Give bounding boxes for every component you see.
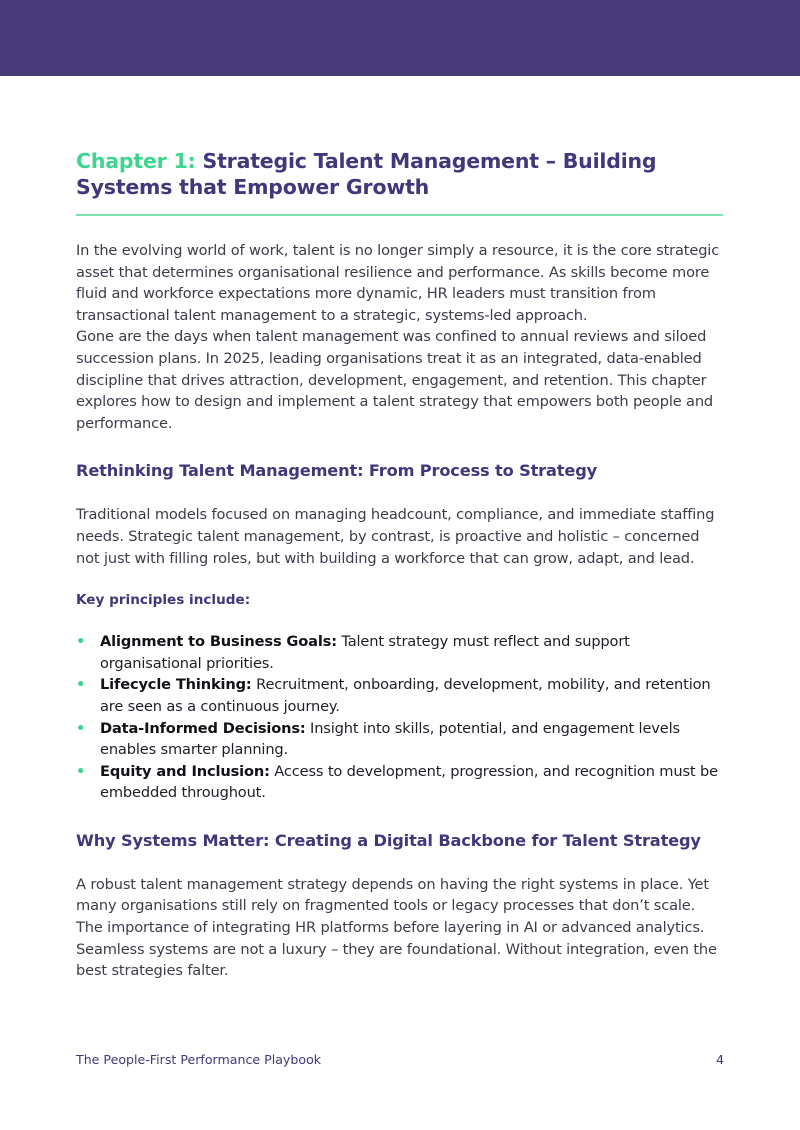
chapter-title-text: Strategic Talent Management – Building Systems that Empower Growth [76,149,657,199]
principle-text: Talent strategy must reflect and support organisational priorities. [100,633,630,672]
key-principles-label: Key principles include: [76,592,251,609]
bullet-icon: • [76,633,86,651]
principle-title: Lifecycle Thinking: [100,676,252,694]
rethinking-paragraph: Traditional models focused on managing headcount, compliance, and immediate staffing needs. Strategic talent management, by contrast, is proactive and holistic – concerned not just with filling roles, but with building a workforce that can grow, adapt, and lead. [76,506,715,567]
systems-paragraph: A robust talent management strategy depends on having the right systems in place. Yet many organisations still rely on fragmented tools or legacy processes that don’t scale. The importance of integrating HR platforms before layering in AI or advanced analytics. Seamless systems are not a luxury – they are foundational. Without integration, even the best strategies falter. [76,875,717,980]
section-heading-systems: Why Systems Matter: Creating a Digital Backbone for Talent Strategy [76,830,701,850]
bullet-icon: • [76,719,86,737]
intro-paragraph-2: Gone are the days when talent management was confined to annual reviews and siloed succession plans. In 2025, leading organisations treat it as an integrated, data-enabled discipline that drives attraction, development, engagement, and retention. This chapter explores how to design and implement a talent strategy that empowers both people and performance. [76,328,714,432]
header-band [0,0,800,76]
principle-text: Access to development, progression, and recognition must be embedded throughout. [100,762,718,802]
principle-title: Alignment to Business Goals: [100,633,337,651]
principle-title: Data-Informed Decisions: [100,719,306,737]
list-item [76,718,724,761]
section-heading-rethinking: Rethinking Talent Management: From Process to Strategy [76,461,598,481]
chapter-prefix: Chapter 1: [76,149,196,173]
chapter-title [76,148,724,200]
title-divider [76,214,723,216]
bullet-icon: • [76,676,86,694]
list-item [76,631,724,674]
principles-list [76,631,724,804]
page-number: 4 [715,1052,724,1067]
bullet-icon: • [76,762,86,780]
list-item [76,761,724,804]
principle-text: Recruitment, onboarding, development, mobility, and retention are seen as a continuous journey. [100,676,711,715]
page-content [76,148,724,982]
principle-title: Equity and Inclusion: [100,762,270,780]
intro-paragraph-1: In the evolving world of work, talent is no longer simply a resource, it is the core strategic asset that determines organisational resilience and performance. As skills become more fluid and workforce expectations more dynamic, HR leaders must transition from transactional talent management to a strategic, systems-led approach. [76,242,720,324]
list-item [76,674,724,717]
principle-text: Insight into skills, potential, and engagement levels enables smarter planning. [100,719,680,759]
footer-title: The People-First Performance Playbook [76,1052,322,1067]
